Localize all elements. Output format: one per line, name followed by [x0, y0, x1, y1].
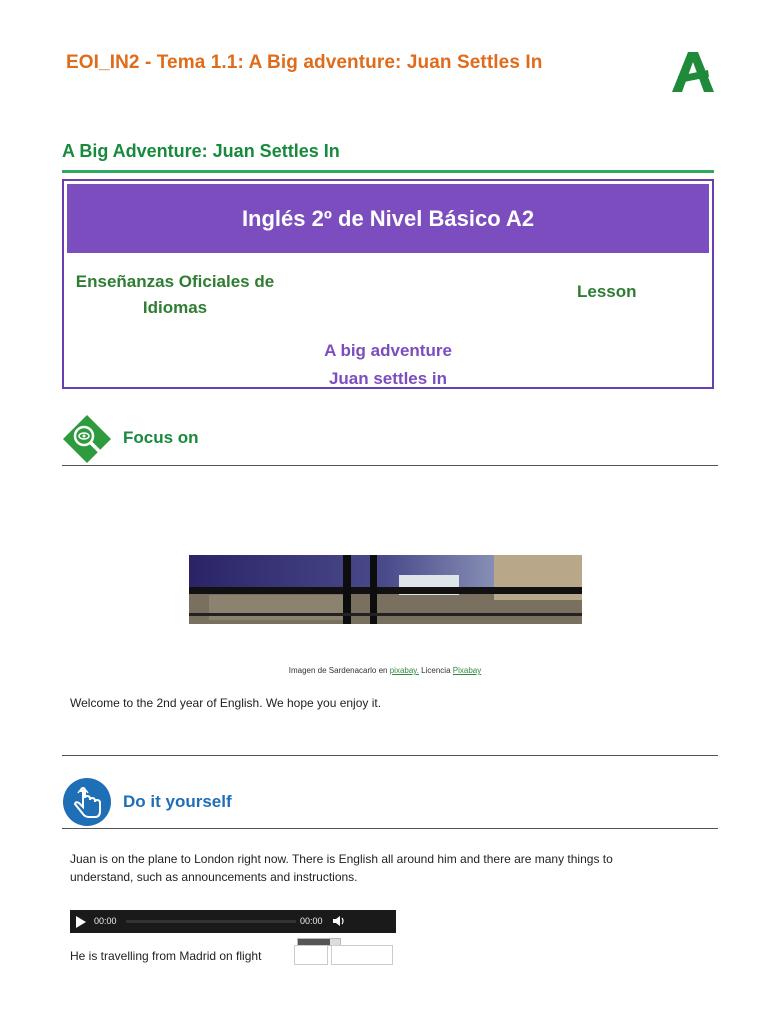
credit-licence: Licencia	[421, 666, 451, 675]
institution-line-1: Enseñanzas Oficiales de	[75, 272, 275, 291]
course-info-subtitle	[64, 337, 712, 393]
course-info-box	[62, 179, 714, 389]
junta-andalucia-logo-icon	[668, 50, 718, 94]
answer-input-1[interactable]	[294, 945, 328, 965]
pixabay-licence-link[interactable]: Pixabay	[452, 666, 482, 675]
welcome-divider	[62, 755, 718, 756]
course-info-institution	[68, 269, 282, 321]
tap-hand-icon	[62, 777, 112, 827]
eye-magnifier-icon	[62, 414, 112, 464]
focus-heading: Focus on	[123, 428, 199, 447]
audio-current-time: 00:00	[94, 916, 117, 926]
pixabay-link[interactable]: pixabay.	[389, 666, 419, 675]
header-photo	[189, 555, 582, 624]
credit-prefix: Imagen de Sardenacarlo en	[288, 666, 388, 675]
do-it-intro	[70, 850, 613, 886]
intro-line-2: understand, such as announcements and instructions.	[70, 870, 358, 884]
intro-line-1: Juan is on the plane to London right now. There is English all around him and there are many things to	[70, 852, 613, 866]
institution-line-2: Idiomas	[142, 298, 208, 317]
course-info-lesson: Lesson	[577, 282, 637, 301]
audio-progress-track[interactable]	[126, 920, 296, 923]
answer-input-2[interactable]	[331, 945, 393, 965]
image-credit	[0, 666, 770, 675]
welcome-text: Welcome to the 2nd year of English. We hope you enjoy it.	[70, 696, 382, 710]
section-title: A Big Adventure: Juan Settles In	[62, 141, 340, 161]
flight-sentence: He is travelling from Madrid on flight	[70, 949, 262, 963]
audio-total-time: 00:00	[300, 916, 323, 926]
section-divider	[62, 170, 714, 173]
course-info-header: Inglés 2º de Nivel Básico A2	[67, 184, 709, 253]
document-title: EOI_IN2 - Tema 1.1: A Big adventure: Juan Settles In	[66, 52, 543, 73]
play-icon[interactable]	[76, 916, 86, 928]
do-it-heading: Do it yourself	[123, 792, 232, 811]
subtitle-line-1: A big adventure	[324, 341, 452, 360]
volume-icon[interactable]	[332, 914, 346, 928]
do-it-divider	[62, 828, 718, 829]
audio-player	[70, 910, 396, 933]
focus-divider	[62, 465, 718, 466]
subtitle-line-2: Juan settles in	[328, 369, 448, 388]
